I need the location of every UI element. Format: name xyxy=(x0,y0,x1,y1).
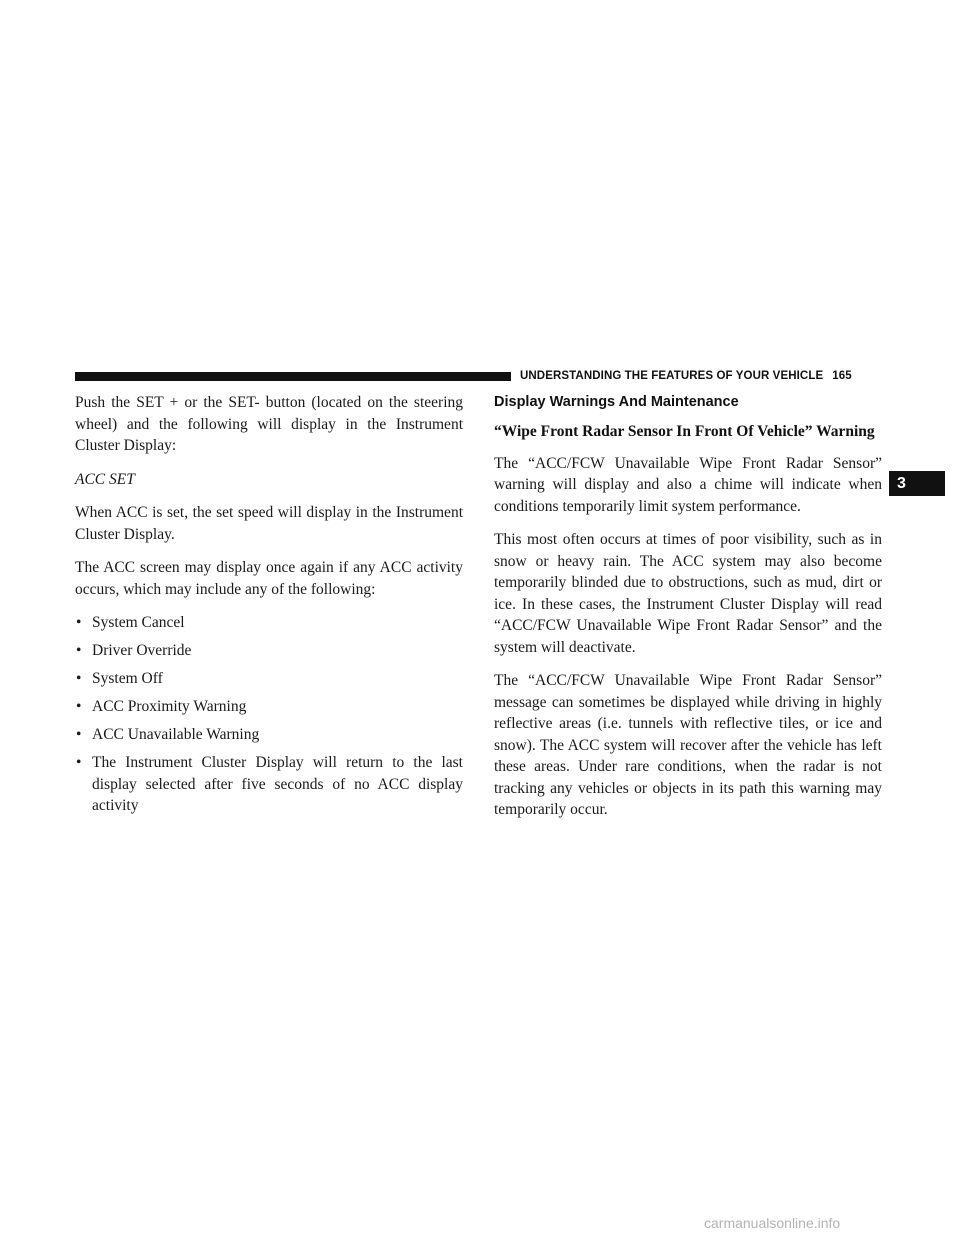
bullet-icon: • xyxy=(76,726,82,743)
list-item-text: System Off xyxy=(92,670,163,687)
bullet-icon: • xyxy=(76,670,82,687)
acc-activity-list xyxy=(75,612,463,817)
acc-activity-paragraph: The ACC screen may display once again if any ACC activity occurs, which may include any of the following: xyxy=(75,559,463,598)
acc-set-label: ACC SET xyxy=(75,470,135,488)
chapter-tab: 3 xyxy=(889,471,945,496)
list-item xyxy=(75,640,463,662)
running-header xyxy=(520,370,852,382)
intro-paragraph: Push the SET + or the SET- button (located on the steering wheel) and the following will display in the Instrument Cluster Display: xyxy=(75,394,463,454)
warning-subheading: “Wipe Front Radar Sensor In Front Of Vehicle” Warning xyxy=(494,423,875,440)
list-item-text: The Instrument Cluster Display will return to the last display selected after five seconds of no ACC display activity xyxy=(92,754,463,814)
list-item xyxy=(75,612,463,634)
list-item xyxy=(75,724,463,746)
section-heading: Display Warnings And Maintenance xyxy=(494,394,739,410)
list-item xyxy=(75,752,463,817)
right-column xyxy=(494,392,882,833)
list-item xyxy=(75,696,463,718)
warning-paragraph: The “ACC/FCW Unavailable Wipe Front Radar Sensor” warning will display and also a chime will indicate when conditions temporarily limit system performance. xyxy=(494,454,882,515)
left-column xyxy=(75,392,463,823)
list-item-text: System Cancel xyxy=(92,614,185,631)
page-number: 165 xyxy=(832,370,852,382)
bullet-icon: • xyxy=(76,698,82,715)
list-item xyxy=(75,668,463,690)
header-title: UNDERSTANDING THE FEATURES OF YOUR VEHICLE xyxy=(520,370,824,382)
bullet-icon: • xyxy=(76,754,82,771)
bullet-icon: • xyxy=(76,614,82,631)
list-item-text: Driver Override xyxy=(92,642,192,659)
reflective-areas-paragraph: The “ACC/FCW Unavailable Wipe Front Radar Sensor” message can sometimes be displayed while driving in highly reflective areas (i.e. tunnels with reflective tiles, or ice and snow). The ACC system will recover after the vehicle has left these areas. Under rare conditions, when the radar is not tracking any vehicles or objects in its path this warning may temporarily occur. xyxy=(494,672,882,818)
list-item-text: ACC Unavailable Warning xyxy=(92,726,260,743)
set-speed-paragraph: When ACC is set, the set speed will display in the Instrument Cluster Display. xyxy=(75,504,463,543)
bullet-icon: • xyxy=(76,642,82,659)
watermark: carmanualsonline.info xyxy=(704,1215,841,1231)
visibility-paragraph: This most often occurs at times of poor visibility, such as in snow or heavy rain. The ACC system may also become temporarily blinded due to obstructions, such as mud, dirt or ice. In these cases, the Instrument Cluster Display will read “ACC/FCW Unavailable Wipe Front Radar Sensor” and the system will deactivate. xyxy=(494,531,882,656)
header-rule xyxy=(75,372,511,381)
list-item-text: ACC Proximity Warning xyxy=(92,698,247,715)
